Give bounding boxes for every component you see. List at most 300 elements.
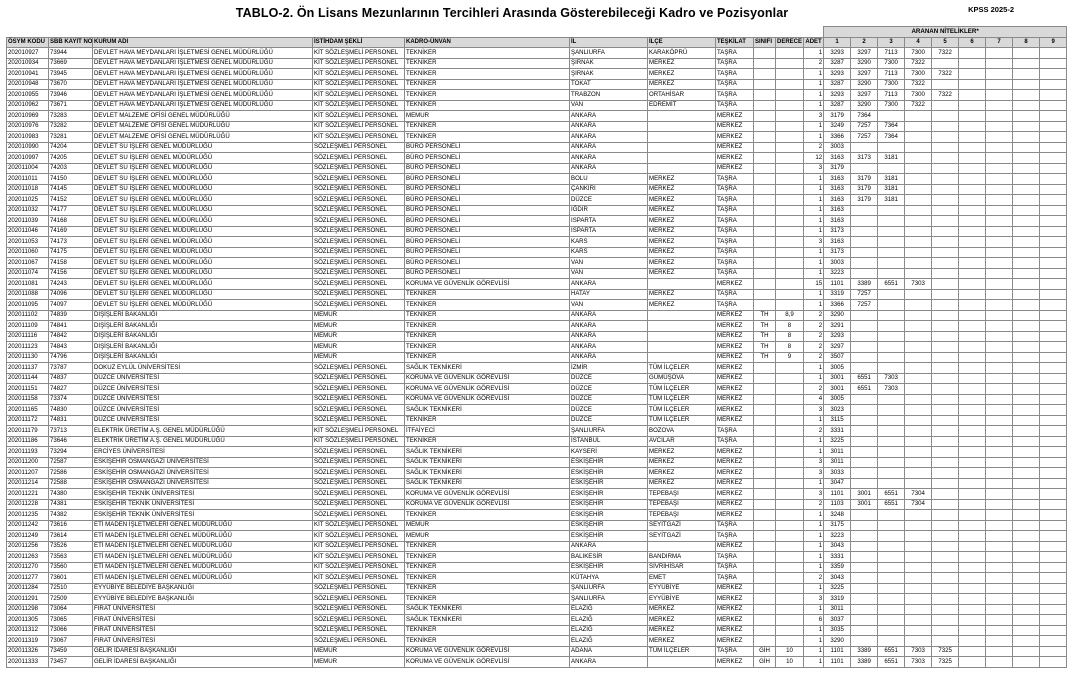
cell-sbb-kayit-no: 74839 [49, 310, 93, 321]
cell-nitelik-4: 7300 [905, 48, 932, 59]
cell-nitelik-5 [932, 310, 959, 321]
cell-sinifi [754, 510, 776, 521]
cell-osym-kodu: 202011123 [7, 342, 49, 353]
cell-sinifi [754, 552, 776, 563]
cell-nitelik-9 [1040, 142, 1067, 153]
cell-nitelik-4 [905, 394, 932, 405]
cell-nitelik-5 [932, 226, 959, 237]
cell-ilce: MERKEZ [648, 226, 716, 237]
table-row [7, 531, 1067, 542]
cell-nitelik-4 [905, 289, 932, 300]
cell-nitelik-9 [1040, 510, 1067, 521]
cell-nitelik-7 [986, 352, 1013, 363]
cell-derece [776, 426, 804, 437]
cell-kadro-unvan: SAĞLIK TEKNİKERİ [405, 478, 570, 489]
cell-nitelik-8 [1013, 310, 1040, 321]
cell-nitelik-7 [986, 79, 1013, 90]
cell-sinifi: TH [754, 321, 776, 332]
cell-nitelik-8 [1013, 499, 1040, 510]
cell-osym-kodu: 202010997 [7, 153, 49, 164]
table-row [7, 48, 1067, 59]
cell-osym-kodu: 202010948 [7, 79, 49, 90]
cell-ilce: MERKEZ [648, 69, 716, 80]
cell-sbb-kayit-no: 73459 [49, 646, 93, 657]
cell-istihdam-sekli: SÖZLEŞMELİ PERSONEL [313, 594, 405, 605]
cell-sbb-kayit-no: 73457 [49, 657, 93, 668]
cell-kurum-adi: DEVLET SU İŞLERİ GENEL MÜDÜRLÜĞÜ [93, 279, 313, 290]
cell-derece [776, 489, 804, 500]
cell-kadro-unvan: BÜRO PERSONELİ [405, 205, 570, 216]
cell-derece [776, 625, 804, 636]
cell-nitelik-1: 3293 [824, 48, 851, 59]
cell-nitelik-4: 7303 [905, 646, 932, 657]
cell-nitelik-5 [932, 111, 959, 122]
col-nitelik-7: 7 [986, 37, 1013, 48]
cell-teskilat: MERKEZ [716, 604, 754, 615]
table-row [7, 100, 1067, 111]
cell-nitelik-6 [959, 237, 986, 248]
cell-nitelik-8 [1013, 415, 1040, 426]
cell-sbb-kayit-no: 73067 [49, 636, 93, 647]
cell-kadro-unvan: BÜRO PERSONELİ [405, 153, 570, 164]
cell-sbb-kayit-no: 73374 [49, 394, 93, 405]
table-row [7, 636, 1067, 647]
cell-ilce: MERKEZ [648, 79, 716, 90]
cell-adet: 1 [804, 79, 824, 90]
cell-nitelik-6 [959, 331, 986, 342]
cell-sinifi [754, 489, 776, 500]
cell-kurum-adi: ESKİŞEHİR TEKNİK ÜNİVERSİTESİ [93, 499, 313, 510]
cell-kadro-unvan: TEKNİKER [405, 321, 570, 332]
cell-adet: 1 [804, 373, 824, 384]
cell-nitelik-2 [851, 258, 878, 269]
cell-sbb-kayit-no: 74204 [49, 142, 93, 153]
cell-sbb-kayit-no: 73713 [49, 426, 93, 437]
cell-sinifi [754, 163, 776, 174]
cell-adet: 1 [804, 247, 824, 258]
cell-nitelik-7 [986, 342, 1013, 353]
cell-nitelik-3: 7303 [878, 384, 905, 395]
cell-derece [776, 583, 804, 594]
cell-nitelik-8 [1013, 237, 1040, 248]
cell-kurum-adi: DEVLET SU İŞLERİ GENEL MÜDÜRLÜĞÜ [93, 205, 313, 216]
cell-derece [776, 163, 804, 174]
cell-nitelik-6 [959, 79, 986, 90]
cell-nitelik-9 [1040, 552, 1067, 563]
cell-teskilat: MERKEZ [716, 489, 754, 500]
cell-kadro-unvan: SAĞLIK TEKNİKERİ [405, 615, 570, 626]
cell-osym-kodu: 202011228 [7, 499, 49, 510]
cell-nitelik-6 [959, 604, 986, 615]
cell-nitelik-4 [905, 636, 932, 647]
cell-nitelik-5 [932, 100, 959, 111]
cell-nitelik-9 [1040, 58, 1067, 69]
cell-osym-kodu: 202011235 [7, 510, 49, 521]
cell-nitelik-9 [1040, 573, 1067, 584]
cell-adet: 4 [804, 394, 824, 405]
cell-il: BOLU [570, 174, 648, 185]
cell-nitelik-6 [959, 258, 986, 269]
cell-istihdam-sekli: SÖZLEŞMELİ PERSONEL [313, 289, 405, 300]
cell-kadro-unvan: TEKNİKER [405, 132, 570, 143]
cell-nitelik-5 [932, 363, 959, 374]
cell-sbb-kayit-no: 74168 [49, 216, 93, 227]
cell-nitelik-5 [932, 268, 959, 279]
cell-derece [776, 205, 804, 216]
cell-nitelik-6 [959, 289, 986, 300]
cell-nitelik-1: 1101 [824, 279, 851, 290]
cell-adet: 2 [804, 384, 824, 395]
cell-nitelik-8 [1013, 58, 1040, 69]
cell-nitelik-1: 3163 [824, 205, 851, 216]
cell-nitelik-9 [1040, 331, 1067, 342]
positions-table [6, 26, 1067, 668]
cell-istihdam-sekli: KİT SÖZLEŞMELİ PERSONEL [313, 48, 405, 59]
cell-teskilat: MERKEZ [716, 405, 754, 416]
cell-osym-kodu: 202011102 [7, 310, 49, 321]
cell-nitelik-3 [878, 331, 905, 342]
cell-adet: 2 [804, 499, 824, 510]
cell-nitelik-3 [878, 216, 905, 227]
cell-nitelik-7 [986, 615, 1013, 626]
cell-sbb-kayit-no: 74145 [49, 184, 93, 195]
cell-nitelik-3 [878, 636, 905, 647]
cell-nitelik-7 [986, 226, 1013, 237]
cell-sinifi [754, 478, 776, 489]
cell-nitelik-2: 7257 [851, 300, 878, 311]
cell-kadro-unvan: TEKNİKER [405, 352, 570, 363]
cell-il: DÜZCE [570, 373, 648, 384]
cell-nitelik-2: 7257 [851, 121, 878, 132]
cell-nitelik-2: 3179 [851, 184, 878, 195]
cell-sinifi: GİH [754, 646, 776, 657]
cell-nitelik-7 [986, 573, 1013, 584]
cell-nitelik-2: 3179 [851, 174, 878, 185]
cell-kurum-adi: ETİ MADEN İŞLETMELERİ GENEL MÜDÜRLÜĞÜ [93, 520, 313, 531]
cell-nitelik-9 [1040, 279, 1067, 290]
cell-nitelik-7 [986, 625, 1013, 636]
cell-nitelik-2 [851, 541, 878, 552]
cell-il: ANKARA [570, 352, 648, 363]
cell-ilce: AVCILAR [648, 436, 716, 447]
cell-istihdam-sekli: KİT SÖZLEŞMELİ PERSONEL [313, 132, 405, 143]
cell-teskilat: MERKEZ [716, 153, 754, 164]
cell-nitelik-6 [959, 405, 986, 416]
cell-nitelik-9 [1040, 163, 1067, 174]
cell-derece [776, 289, 804, 300]
cell-nitelik-1: 1101 [824, 646, 851, 657]
cell-sbb-kayit-no: 74158 [49, 258, 93, 269]
table-row [7, 394, 1067, 405]
cell-osym-kodu: 202011263 [7, 552, 49, 563]
col-nitelik-9: 9 [1040, 37, 1067, 48]
cell-derece [776, 279, 804, 290]
cell-osym-kodu: 202010969 [7, 111, 49, 122]
cell-nitelik-2: 3001 [851, 489, 878, 500]
cell-nitelik-5 [932, 478, 959, 489]
cell-sbb-kayit-no: 74243 [49, 279, 93, 290]
cell-nitelik-6 [959, 426, 986, 437]
cell-nitelik-5 [932, 342, 959, 353]
cell-nitelik-2 [851, 352, 878, 363]
cell-istihdam-sekli: KİT SÖZLEŞMELİ PERSONEL [313, 531, 405, 542]
cell-kurum-adi: DÜZCE ÜNİVERSİTESİ [93, 373, 313, 384]
cell-osym-kodu: 202011312 [7, 625, 49, 636]
cell-nitelik-3 [878, 594, 905, 605]
cell-derece [776, 300, 804, 311]
cell-nitelik-6 [959, 163, 986, 174]
cell-derece [776, 405, 804, 416]
cell-nitelik-6 [959, 636, 986, 647]
cell-ilce: MERKEZ [648, 615, 716, 626]
cell-nitelik-8 [1013, 258, 1040, 269]
cell-nitelik-8 [1013, 300, 1040, 311]
cell-nitelik-9 [1040, 604, 1067, 615]
cell-kurum-adi: ESKİŞEHİR TEKNİK ÜNİVERSİTESİ [93, 489, 313, 500]
cell-sinifi [754, 426, 776, 437]
cell-ilce [648, 279, 716, 290]
cell-il: ANKARA [570, 142, 648, 153]
cell-nitelik-3 [878, 205, 905, 216]
cell-sbb-kayit-no: 72588 [49, 478, 93, 489]
cell-istihdam-sekli: MEMUR [313, 310, 405, 321]
cell-teskilat: MERKEZ [716, 163, 754, 174]
cell-nitelik-1: 3287 [824, 79, 851, 90]
cell-nitelik-3: 3181 [878, 184, 905, 195]
cell-adet: 2 [804, 352, 824, 363]
cell-teskilat: TAŞRA [716, 90, 754, 101]
cell-osym-kodu: 202011214 [7, 478, 49, 489]
table-row [7, 447, 1067, 458]
cell-kurum-adi: DEVLET SU İŞLERİ GENEL MÜDÜRLÜĞÜ [93, 268, 313, 279]
cell-nitelik-7 [986, 279, 1013, 290]
cell-kurum-adi: ELEKTRİK ÜRETİM A.Ş. GENEL MÜDÜRLÜĞÜ [93, 426, 313, 437]
cell-kurum-adi: ERCİYES ÜNİVERSİTESİ [93, 447, 313, 458]
cell-teskilat: TAŞRA [716, 237, 754, 248]
cell-osym-kodu: 202010990 [7, 142, 49, 153]
cell-nitelik-4: 7300 [905, 90, 932, 101]
cell-nitelik-1: 3163 [824, 195, 851, 206]
cell-kadro-unvan: TEKNİKER [405, 331, 570, 342]
cell-nitelik-9 [1040, 363, 1067, 374]
cell-nitelik-3 [878, 573, 905, 584]
cell-ilce: MERKEZ [648, 625, 716, 636]
cell-nitelik-5 [932, 594, 959, 605]
cell-kadro-unvan: BÜRO PERSONELİ [405, 268, 570, 279]
cell-nitelik-1: 3290 [824, 310, 851, 321]
cell-il: ESKİŞEHİR [570, 468, 648, 479]
cell-teskilat: MERKEZ [716, 657, 754, 668]
table-row [7, 226, 1067, 237]
cell-teskilat: TAŞRA [716, 216, 754, 227]
cell-nitelik-1: 3249 [824, 121, 851, 132]
cell-nitelik-5 [932, 184, 959, 195]
cell-nitelik-6 [959, 58, 986, 69]
cell-il: ANKARA [570, 132, 648, 143]
cell-nitelik-4 [905, 352, 932, 363]
cell-nitelik-2: 7257 [851, 132, 878, 143]
cell-osym-kodu: 202011144 [7, 373, 49, 384]
table-row [7, 415, 1067, 426]
cell-adet: 1 [804, 552, 824, 563]
cell-nitelik-1: 3225 [824, 583, 851, 594]
cell-nitelik-6 [959, 142, 986, 153]
cell-teskilat: MERKEZ [716, 468, 754, 479]
cell-nitelik-1: 3163 [824, 216, 851, 227]
cell-nitelik-5 [932, 636, 959, 647]
cell-kurum-adi: DEVLET HAVA MEYDANLARI İŞLETMESİ GENEL MÜDÜRLÜĞÜ [93, 100, 313, 111]
cell-nitelik-4 [905, 142, 932, 153]
blank-group-head [7, 27, 824, 38]
cell-sbb-kayit-no: 73066 [49, 625, 93, 636]
cell-osym-kodu: 202011305 [7, 615, 49, 626]
cell-nitelik-2 [851, 216, 878, 227]
cell-nitelik-3: 6551 [878, 646, 905, 657]
cell-nitelik-2: 3173 [851, 153, 878, 164]
table-row [7, 478, 1067, 489]
cell-nitelik-9 [1040, 489, 1067, 500]
cell-kurum-adi: DEVLET SU İŞLERİ GENEL MÜDÜRLÜĞÜ [93, 153, 313, 164]
cell-nitelik-9 [1040, 237, 1067, 248]
cell-sinifi [754, 531, 776, 542]
cell-nitelik-5 [932, 121, 959, 132]
cell-nitelik-3 [878, 300, 905, 311]
cell-sbb-kayit-no: 74796 [49, 352, 93, 363]
cell-adet: 3 [804, 594, 824, 605]
cell-nitelik-9 [1040, 594, 1067, 605]
cell-ilce: MERKEZ [648, 195, 716, 206]
cell-kadro-unvan: TEKNİKER [405, 436, 570, 447]
cell-kurum-adi: DEVLET SU İŞLERİ GENEL MÜDÜRLÜĞÜ [93, 216, 313, 227]
cell-nitelik-7 [986, 384, 1013, 395]
cell-nitelik-9 [1040, 226, 1067, 237]
cell-kurum-adi: DEVLET MALZEME OFİSİ GENEL MÜDÜRLÜĞÜ [93, 111, 313, 122]
col-sbb-kayit-no: SBB KAYIT NO [49, 37, 93, 48]
cell-kurum-adi: FIRAT ÜNİVERSİTESİ [93, 604, 313, 615]
cell-osym-kodu: 202011249 [7, 531, 49, 542]
cell-nitelik-5 [932, 615, 959, 626]
cell-osym-kodu: 202011137 [7, 363, 49, 374]
cell-nitelik-1: 3366 [824, 300, 851, 311]
cell-istihdam-sekli: SÖZLEŞMELİ PERSONEL [313, 184, 405, 195]
cell-kurum-adi: ETİ MADEN İŞLETMELERİ GENEL MÜDÜRLÜĞÜ [93, 552, 313, 563]
cell-sbb-kayit-no: 74169 [49, 226, 93, 237]
cell-kurum-adi: ETİ MADEN İŞLETMELERİ GENEL MÜDÜRLÜĞÜ [93, 573, 313, 584]
cell-nitelik-7 [986, 562, 1013, 573]
cell-nitelik-5 [932, 216, 959, 227]
cell-sbb-kayit-no: 73526 [49, 541, 93, 552]
cell-nitelik-7 [986, 373, 1013, 384]
cell-kurum-adi: DEVLET MALZEME OFİSİ GENEL MÜDÜRLÜĞÜ [93, 132, 313, 143]
cell-nitelik-1: 3163 [824, 184, 851, 195]
cell-il: DÜZCE [570, 195, 648, 206]
cell-derece: 10 [776, 646, 804, 657]
cell-nitelik-5 [932, 142, 959, 153]
cell-kurum-adi: DEVLET HAVA MEYDANLARI İŞLETMESİ GENEL MÜDÜRLÜĞÜ [93, 48, 313, 59]
col-sinifi: SINIFI [754, 37, 776, 48]
cell-teskilat: MERKEZ [716, 279, 754, 290]
cell-nitelik-5 [932, 174, 959, 185]
cell-nitelik-5 [932, 195, 959, 206]
cell-derece [776, 636, 804, 647]
cell-nitelik-6 [959, 184, 986, 195]
cell-nitelik-1: 3293 [824, 331, 851, 342]
col-kadro-unvan: KADRO-ÜNVAN [405, 37, 570, 48]
cell-nitelik-5 [932, 552, 959, 563]
cell-adet: 1 [804, 657, 824, 668]
col-teskilat: TEŞKİLAT [716, 37, 754, 48]
cell-adet: 1 [804, 48, 824, 59]
cell-sbb-kayit-no: 72509 [49, 594, 93, 605]
cell-nitelik-4 [905, 163, 932, 174]
table-row [7, 541, 1067, 552]
cell-nitelik-2 [851, 205, 878, 216]
cell-osym-kodu: 202011333 [7, 657, 49, 668]
nitelikler-group-head: ARANAN NİTELİKLER* [824, 27, 1067, 38]
cell-nitelik-2 [851, 226, 878, 237]
cell-teskilat: TAŞRA [716, 552, 754, 563]
cell-nitelik-5 [932, 331, 959, 342]
col-nitelik-3: 3 [878, 37, 905, 48]
cell-sinifi: TH [754, 310, 776, 321]
cell-ilce: BOZOVA [648, 426, 716, 437]
cell-nitelik-1: 3319 [824, 289, 851, 300]
cell-sinifi [754, 121, 776, 132]
cell-nitelik-9 [1040, 300, 1067, 311]
cell-teskilat: MERKEZ [716, 342, 754, 353]
cell-osym-kodu: 202011053 [7, 237, 49, 248]
table-row [7, 279, 1067, 290]
cell-osym-kodu: 202011319 [7, 636, 49, 647]
cell-nitelik-4 [905, 520, 932, 531]
cell-nitelik-6 [959, 646, 986, 657]
cell-sinifi [754, 300, 776, 311]
cell-nitelik-2: 3389 [851, 279, 878, 290]
cell-nitelik-8 [1013, 447, 1040, 458]
cell-il: ANKARA [570, 163, 648, 174]
cell-nitelik-4 [905, 153, 932, 164]
cell-nitelik-3 [878, 310, 905, 321]
cell-nitelik-5 [932, 132, 959, 143]
cell-nitelik-7 [986, 594, 1013, 605]
cell-il: HATAY [570, 289, 648, 300]
cell-kadro-unvan: KORUMA VE GÜVENLİK GÖREVLİSİ [405, 384, 570, 395]
cell-osym-kodu: 202011109 [7, 321, 49, 332]
cell-ilce [648, 321, 716, 332]
cell-istihdam-sekli: SÖZLEŞMELİ PERSONEL [313, 174, 405, 185]
table-row [7, 373, 1067, 384]
cell-nitelik-4 [905, 384, 932, 395]
cell-nitelik-7 [986, 163, 1013, 174]
cell-nitelik-7 [986, 363, 1013, 374]
cell-nitelik-6 [959, 153, 986, 164]
cell-nitelik-1: 3248 [824, 510, 851, 521]
cell-teskilat: MERKEZ [716, 625, 754, 636]
cell-nitelik-8 [1013, 615, 1040, 626]
cell-sbb-kayit-no: 73283 [49, 111, 93, 122]
cell-derece [776, 468, 804, 479]
cell-nitelik-9 [1040, 90, 1067, 101]
table-row [7, 583, 1067, 594]
cell-nitelik-2 [851, 636, 878, 647]
cell-osym-kodu: 202011186 [7, 436, 49, 447]
cell-nitelik-3 [878, 615, 905, 626]
cell-ilce: EMET [648, 573, 716, 584]
cell-nitelik-9 [1040, 541, 1067, 552]
cell-nitelik-7 [986, 195, 1013, 206]
table-row [7, 58, 1067, 69]
cell-nitelik-7 [986, 268, 1013, 279]
